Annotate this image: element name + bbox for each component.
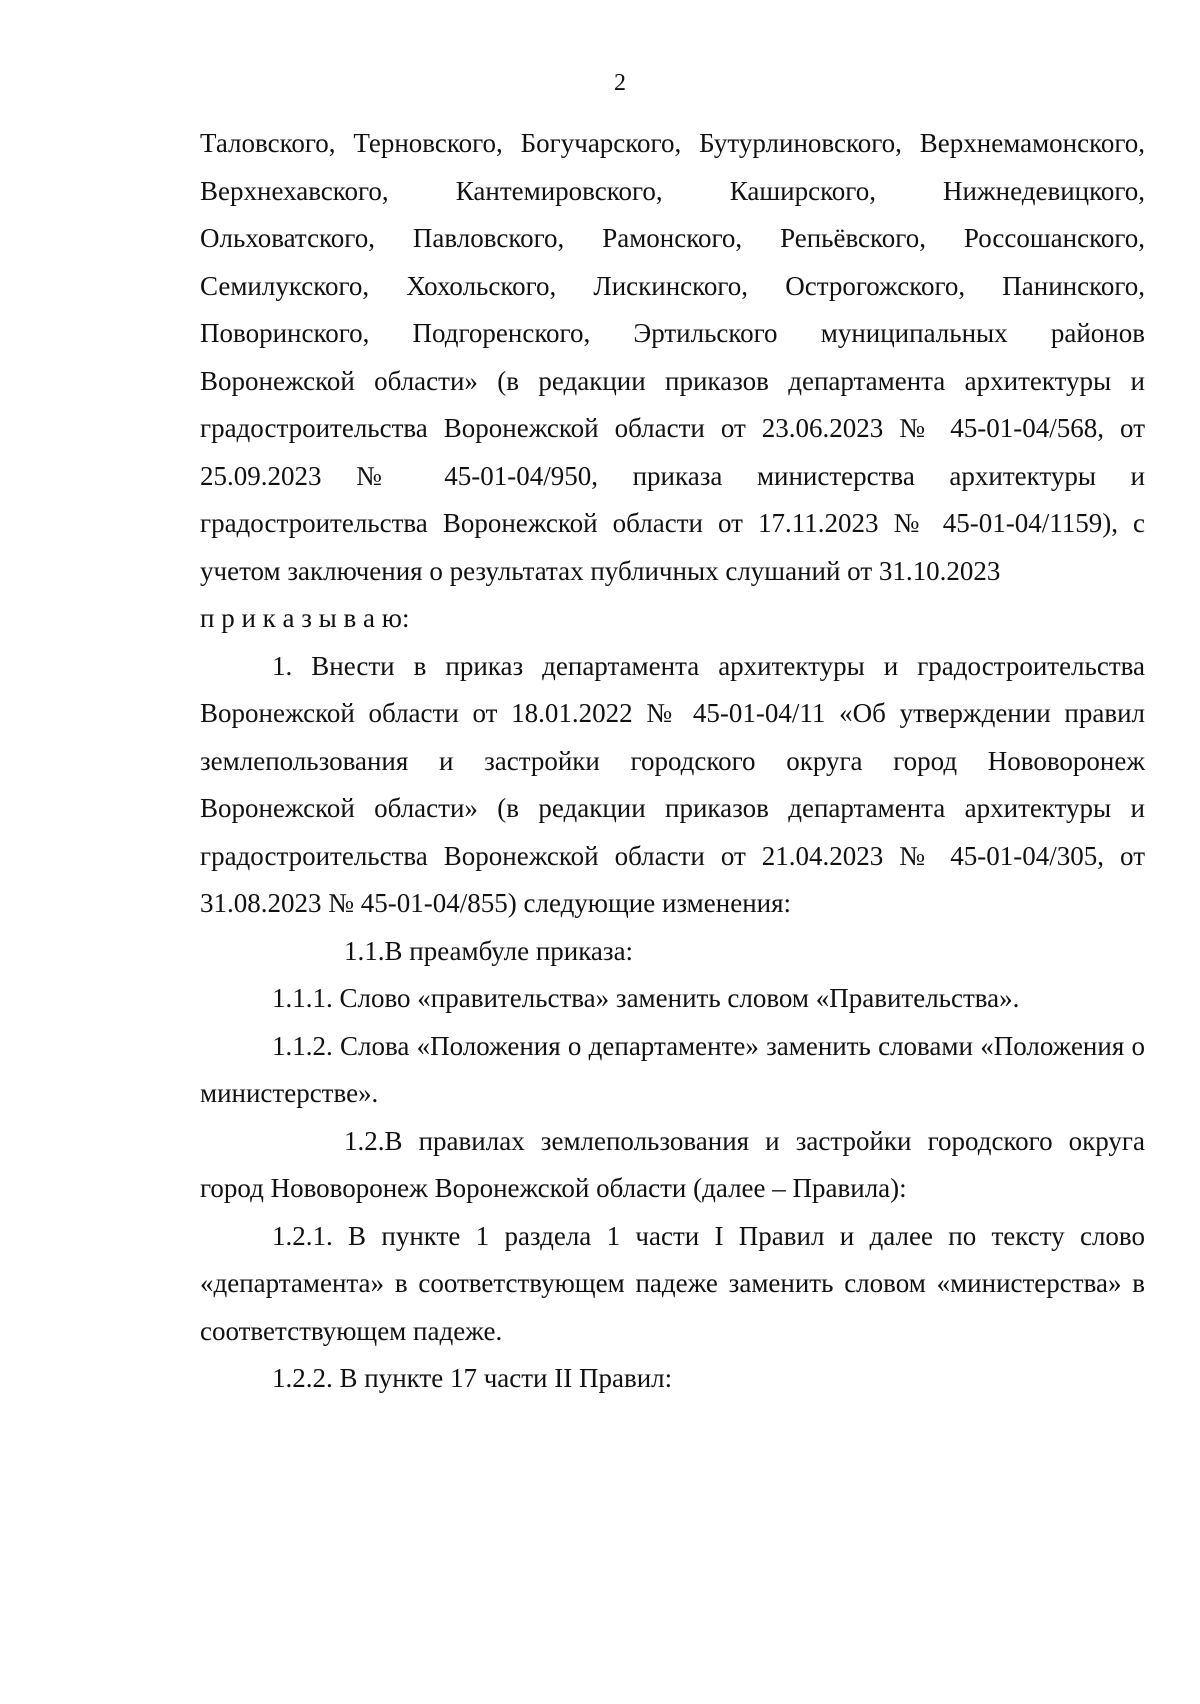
paragraph-item-1-2-1: 1.2.1. В пункте 1 раздела 1 части I Правил и далее по тексту слово «департамента» в соответствующем падеже заменить словом «министерства» в соответствующем падеже. xyxy=(200,1220,1145,1346)
paragraph-order-word: п р и к а з ы в а ю: xyxy=(200,603,410,633)
paragraph-item-1-2-2: 1.2.2. В пункте 17 части II Правил: xyxy=(272,1363,673,1393)
item-text: В преамбуле приказа: xyxy=(384,935,634,966)
paragraph-item-1: 1. Внести в приказ департамента архитектуры и градостроительства Воронежской области от 18.01.2022 № 45-01-04/11 «Об утверждении правил землепользования и застройки городского округа город Нововоронеж Воронежской области» (в редакции приказов департамента архитектуры и градостроительства Воронежской области от 21.04.2023 № 45-01-04/305, от 31.08.2023 № 45-01-04/855) следующие изменения: xyxy=(200,650,1145,918)
item-text: В правилах землепользования и застройки городского округа город Нововоронеж Воронежской области (далее – Правила): xyxy=(200,1125,1145,1203)
paragraph-item-1-2 xyxy=(200,1118,1145,1213)
paragraph-item-1-1-1: 1.1.1. Слово «правительства» заменить словом «Правительства». xyxy=(272,983,1020,1013)
page-number: 2 xyxy=(614,70,626,96)
document-body xyxy=(200,120,1145,1403)
paragraph-continuation: Таловского, Терновского, Богучарского, Бутурлиновского, Верхнемамонского, Верхнехавского, Кантемировского, Каширского, Нижнедевицкого, Ольховатского, Павловского, Рамонского, Репьёвского, Россошанского, Семилукского, Хохольского, Лискинского, Острогожского, Панинского, Поворинского, Подгоренского, Эртильского муниципальных районов Воронежской области» (в редакции приказов департамента архитектуры и градостроительства Воронежской области от 23.06.2023 № 45-01-04/568, от 25.09.2023 № 45-01-04/950, приказа министерства архитектуры и градостроительства Воронежской области от 17.11.2023 № 45-01-04/1159), с учетом заключения о результатах публичных слушаний от 31.10.2023 xyxy=(200,128,1145,586)
item-number: 1.2. xyxy=(344,1125,385,1156)
item-number: 1.1. xyxy=(344,935,385,966)
paragraph-item-1-1 xyxy=(200,928,1145,976)
paragraph-item-1-1-2: 1.1.2. Слова «Положения о департаменте» заменить словами «Положения о министерстве». xyxy=(200,1030,1145,1108)
